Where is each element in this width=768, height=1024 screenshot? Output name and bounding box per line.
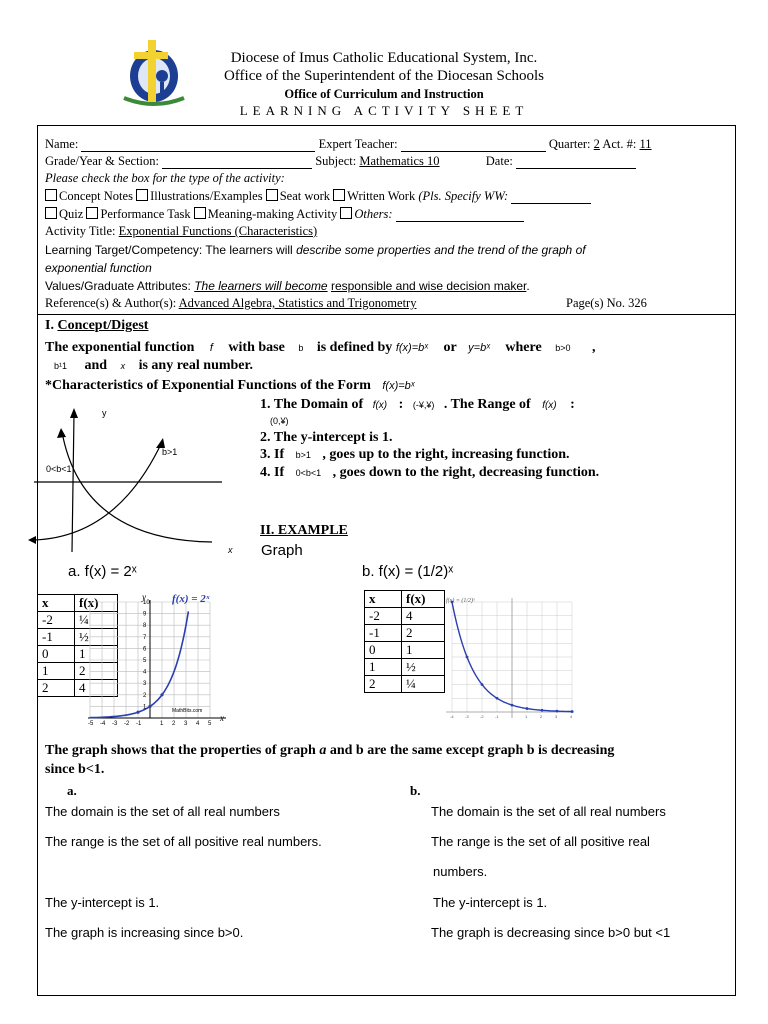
graph-a-x-tick: 2 xyxy=(172,721,176,726)
sketch-graph xyxy=(22,402,240,562)
characteristic-2: 2. The y-intercept is 1. xyxy=(260,430,393,445)
act-value: 11 xyxy=(639,137,652,151)
graph-b-x-tick: 1 xyxy=(525,714,528,719)
table-row: 1 ½ xyxy=(365,659,445,676)
table-row: -2 4 xyxy=(365,608,445,625)
ww-specify: (Pls. Specify WW: xyxy=(418,189,509,203)
sheet-title: LEARNING ACTIVITY SHEET xyxy=(239,103,529,118)
graph-a-curve xyxy=(90,611,188,717)
b-item-range: The range is the set of all positive real xyxy=(431,834,650,849)
table-row: 1 2 xyxy=(38,663,118,680)
graph-b-x-tick: -4 xyxy=(450,714,454,719)
quarter-value: 2 xyxy=(593,137,600,151)
a-item-domain: The domain is the set of all real numbers xyxy=(45,804,280,819)
graph-b-x-tick: 2 xyxy=(540,714,543,719)
table-row: 0 1 xyxy=(365,642,445,659)
sketch-y-label: y xyxy=(102,408,107,418)
curve-decreasing xyxy=(62,432,212,542)
b-item-decreasing: The graph is decreasing since b>0 but <1 xyxy=(431,925,671,940)
graph-a-x-tick: -4 xyxy=(100,721,106,726)
target-cont: exponential function xyxy=(45,261,152,275)
dept-name: Office of Curriculum and Instruction xyxy=(284,87,484,101)
grade-label: Grade/Year & Section: xyxy=(45,154,159,168)
graph-a-x-tick: 1 xyxy=(160,721,164,726)
graph-b-x-tick: 4 xyxy=(570,714,573,719)
graph-b-point xyxy=(496,697,499,700)
graph-a-y-tick: 5 xyxy=(143,658,147,664)
table-row: -2 ¼ xyxy=(38,612,118,629)
quarter-label: Quarter: xyxy=(548,137,591,151)
table-row: 0 1 xyxy=(38,646,118,663)
ww-field[interactable] xyxy=(511,191,591,204)
checkbox-performance-task[interactable] xyxy=(86,207,98,219)
graph-a-y-tick: 3 xyxy=(143,681,147,688)
col-b-label: b. xyxy=(410,783,421,798)
graph-a-credit: MathBits.com xyxy=(172,708,203,714)
graph-a-x-tick: -3 xyxy=(112,721,118,726)
graph-a-y-tick: 9 xyxy=(143,611,147,618)
graph-a-x-tick: 5 xyxy=(208,721,212,726)
graph-b-x-tick: 3 xyxy=(555,714,558,719)
org-name: Diocese of Imus Catholic Educational System, Inc. xyxy=(230,50,538,66)
grade-field[interactable] xyxy=(162,156,312,169)
checkbox-illustrations[interactable] xyxy=(136,189,148,201)
checkbox-concept-notes[interactable] xyxy=(45,189,57,201)
graph-b-point xyxy=(466,656,469,659)
sketch-y-axis xyxy=(72,414,74,552)
graph-label: Graph xyxy=(261,542,303,559)
graph-a-x-label: x xyxy=(220,713,224,723)
graph-a-point xyxy=(148,705,151,708)
instruction: Please check the box for the type of the activity: xyxy=(45,171,285,185)
page-no: Page(s) No. 326 xyxy=(566,296,647,310)
expert-label: Expert Teacher: xyxy=(318,137,398,151)
table-a: x f(x) -2 ¼ -1 ½ 0 1 1 2 2 4 xyxy=(37,594,118,697)
date-label: Date: xyxy=(485,154,513,168)
b-item-intercept: The y-intercept is 1. xyxy=(433,895,548,910)
graph-a-y-label: y xyxy=(142,592,146,602)
graph-a-x-tick: -5 xyxy=(88,721,94,726)
row-name xyxy=(45,137,735,152)
sketch-x-label: x xyxy=(228,545,233,555)
a-item-intercept: The y-intercept is 1. xyxy=(45,895,160,910)
graph-b-point xyxy=(481,683,484,686)
characteristic-3: 3. If b>1 , goes up to the right, increasing function. xyxy=(260,447,570,462)
reference: Advanced Algebra, Statistics and Trigonometry xyxy=(178,296,417,310)
act-label: Act. #: xyxy=(602,137,637,151)
definition-line-2: b¹1 and x is any real number. xyxy=(54,358,253,373)
graph-a-y-tick: 6 xyxy=(143,646,147,653)
b-item-domain: The domain is the set of all real numbers xyxy=(431,804,666,819)
subject-label: Subject: xyxy=(315,154,357,168)
graph-a-x-tick: -1 xyxy=(136,721,142,726)
others-field[interactable] xyxy=(396,209,524,222)
graph-b-x-tick: -3 xyxy=(465,714,469,719)
graph-a xyxy=(80,590,230,726)
col-a-label: a. xyxy=(67,783,77,798)
activity-title: Exponential Functions (Characteristics) xyxy=(118,224,318,238)
graph-a-y-tick: 4 xyxy=(143,669,147,676)
checkbox-quiz[interactable] xyxy=(45,207,57,219)
graph-b xyxy=(436,588,578,728)
graph-b-point xyxy=(556,710,559,713)
checkbox-others[interactable] xyxy=(340,207,352,219)
types-row-2: Quiz Performance Task Meaning-making Activity Others: xyxy=(45,207,524,222)
range-value: (0,¥) xyxy=(270,416,289,426)
concept-heading: I. Concept/Digest xyxy=(45,318,149,333)
graph-b-point xyxy=(571,710,574,713)
characteristic-4: 4. If 0<b<1 , goes down to the right, decreasing function. xyxy=(260,465,600,480)
table-row: -1 ½ xyxy=(38,629,118,646)
graph-a-y-tick: 1 xyxy=(143,704,147,711)
a-item-range: The range is the set of all positive real numbers. xyxy=(45,834,322,849)
graph-a-x-tick: -2 xyxy=(124,721,130,726)
office-name: Office of the Superintendent of the Diocesan Schools xyxy=(223,68,545,84)
checkbox-seat-work[interactable] xyxy=(266,189,278,201)
checkbox-meaning-making[interactable] xyxy=(194,207,206,219)
table-row: 2 ¼ xyxy=(365,676,445,693)
sketch-b-lt-label: 0<b<1 xyxy=(46,464,72,474)
checkbox-written-work[interactable] xyxy=(333,189,345,201)
graph-a-y-tick: 7 xyxy=(143,634,147,641)
row-grade xyxy=(45,154,735,169)
conclusion-line-1: The graph shows that the properties of graph a and b are the same except graph b is decreasing xyxy=(45,743,615,758)
graph-b-title: f(x) = (1/2)ˣ xyxy=(446,598,475,604)
b-item-range-cont: numbers. xyxy=(433,864,488,879)
row-ref: Reference(s) & Author(s): Advanced Algebra, Statistics and Trigonometry xyxy=(45,296,417,310)
example-a-label: a. f(x) = 2ˣ xyxy=(68,563,137,580)
example-b-label: b. f(x) = (1/2)ˣ xyxy=(362,563,454,580)
graph-a-point xyxy=(136,711,139,714)
definition-line: The exponential function f with base b is defined by f(x)=bˣ or y=bˣ where b>0 , xyxy=(45,340,596,355)
name-label: Name: xyxy=(45,137,79,151)
graph-a-x-tick: 4 xyxy=(196,721,200,726)
characteristics-heading: *Characteristics of Exponential Functions of the Form f(x)=bˣ xyxy=(45,378,415,393)
graph-b-x-tick: -2 xyxy=(480,714,484,719)
curve-increasing xyxy=(34,442,162,540)
expert-field[interactable] xyxy=(401,139,546,152)
example-heading: II. EXAMPLE xyxy=(260,523,348,538)
table-b: x f(x) -2 4 -1 2 0 1 1 ½ 2 ¼ xyxy=(364,590,445,693)
graph-b-point xyxy=(541,709,544,712)
graph-b-point xyxy=(511,704,514,707)
row-target: Learning Target/Competency: The learners will describe some properties and the trend of the graph of xyxy=(45,243,586,257)
graph-b-x-tick: -1 xyxy=(495,714,499,719)
graph-a-point xyxy=(160,693,163,696)
graph-a-y-tick: 8 xyxy=(143,623,147,630)
types-row-1: Concept Notes Illustrations/Examples Seat work Written Work (Pls. Specify WW: xyxy=(45,189,591,204)
date-field[interactable] xyxy=(516,156,636,169)
table-row: 2 4 xyxy=(38,680,118,697)
name-field[interactable] xyxy=(81,139,315,152)
subject-value: Mathematics 10 xyxy=(359,154,440,168)
row-values: Values/Graduate Attributes: The learners will become responsible and wise decision maker. xyxy=(45,279,530,293)
graph-a-y-tick: 2 xyxy=(143,692,147,699)
sketch-b-gt-label: b>1 xyxy=(162,447,178,457)
graph-a-title: f(x) = 2ˣ xyxy=(172,593,210,605)
divider xyxy=(37,314,735,315)
graph-b-point xyxy=(526,707,529,710)
row-title: Activity Title: Exponential Functions (Characteristics) xyxy=(45,224,318,238)
table-row: -1 2 xyxy=(365,625,445,642)
graph-a-x-tick: 3 xyxy=(184,721,188,726)
conclusion-line-2: since b<1. xyxy=(45,762,105,777)
a-item-increasing: The graph is increasing since b>0. xyxy=(45,925,244,940)
graph-a-y-tick: 10 xyxy=(143,600,150,606)
characteristic-1: 1. The Domain of f(x) : (-¥,¥) . The Range of f(x) : xyxy=(260,397,575,412)
